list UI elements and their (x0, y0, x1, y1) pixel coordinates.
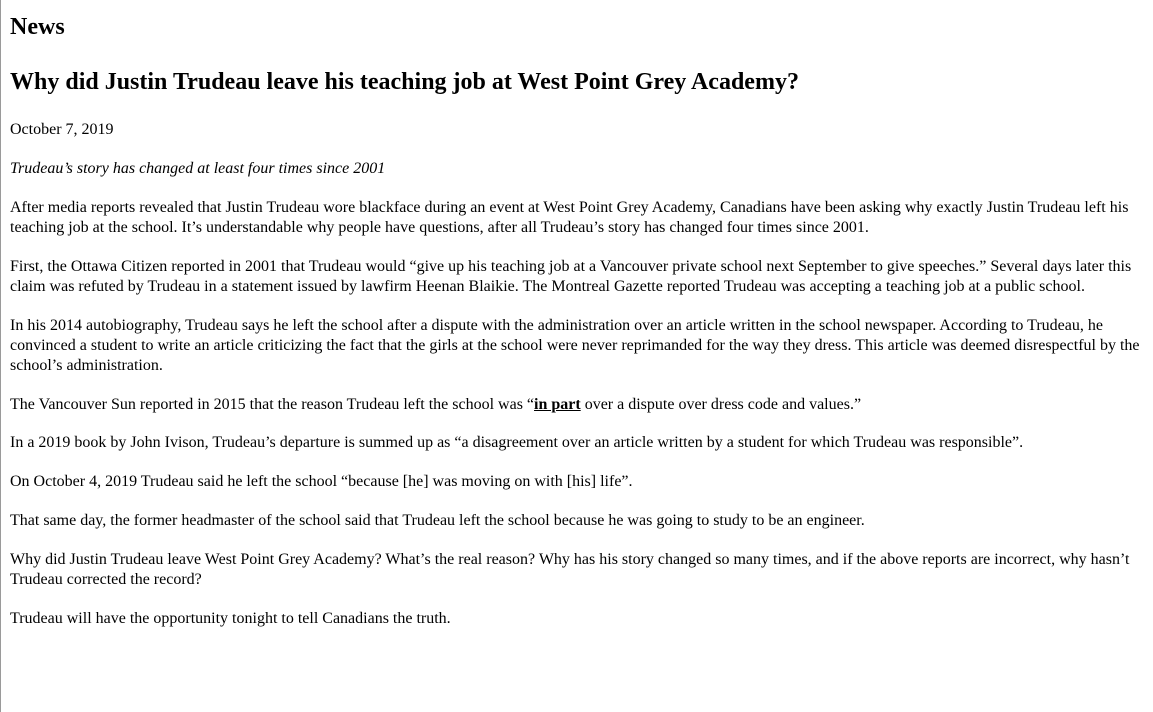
article-subtitle: Trudeau’s story has changed at least four times since 2001 (10, 160, 386, 177)
article-paragraph-6: On October 4, 2019 Trudeau said he left the school “because [he] was moving on with [his] life”. (10, 473, 633, 490)
paragraph-4-text-after: over a dispute over dress code and values.” (580, 396, 862, 413)
article-paragraph-3: In his 2014 autobiography, Trudeau says he left the school after a dispute with the administration over an article written in the school newspaper. According to Trudeau, he convinced a student to write an article criticizing the fact that the girls at the school were never reprimanded for the way they dress. This article was deemed disrespectful by the school’s administration. (10, 317, 1140, 374)
section-title: News (10, 14, 65, 40)
in-part-link[interactable]: in part (534, 396, 581, 413)
article (10, 68, 1150, 629)
paragraph-4-text-before: The Vancouver Sun reported in 2015 that the reason Trudeau left the school was “ (10, 396, 535, 413)
article-headline: Why did Justin Trudeau leave his teaching job at West Point Grey Academy? (10, 69, 799, 95)
article-paragraph-4 (10, 395, 1150, 415)
article-paragraph-2: First, the Ottawa Citizen reported in 2001 that Trudeau would “give up his teaching job at a Vancouver private school next September to give speeches.” Several days later this claim was refuted by Trudeau in a statement issued by lawfirm Heenan Blaikie. The Montreal Gazette reported Trudeau was accepting a teaching job at a public school. (10, 258, 1132, 295)
article-paragraph-5: In a 2019 book by John Ivison, Trudeau’s departure is summed up as “a disagreement over an article written by a student for which Trudeau was responsible”. (10, 434, 1024, 451)
page (1, 0, 1150, 629)
article-paragraph-1: After media reports revealed that Justin Trudeau wore blackface during an event at West Point Grey Academy, Canadians have been asking why exactly Justin Trudeau left his teaching job at the school. It’s understandable why people have questions, after all Trudeau’s story has changed four times since 2001. (10, 199, 1129, 236)
article-paragraph-7: That same day, the former headmaster of the school said that Trudeau left the school because he was going to study to be an engineer. (10, 512, 865, 529)
article-paragraph-8: Why did Justin Trudeau leave West Point Grey Academy? What’s the real reason? Why has his story changed so many times, and if the above reports are incorrect, why hasn’t Trudeau corrected the record? (10, 551, 1130, 588)
article-paragraph-9: Trudeau will have the opportunity tonight to tell Canadians the truth. (10, 610, 451, 627)
article-date: October 7, 2019 (10, 121, 114, 138)
